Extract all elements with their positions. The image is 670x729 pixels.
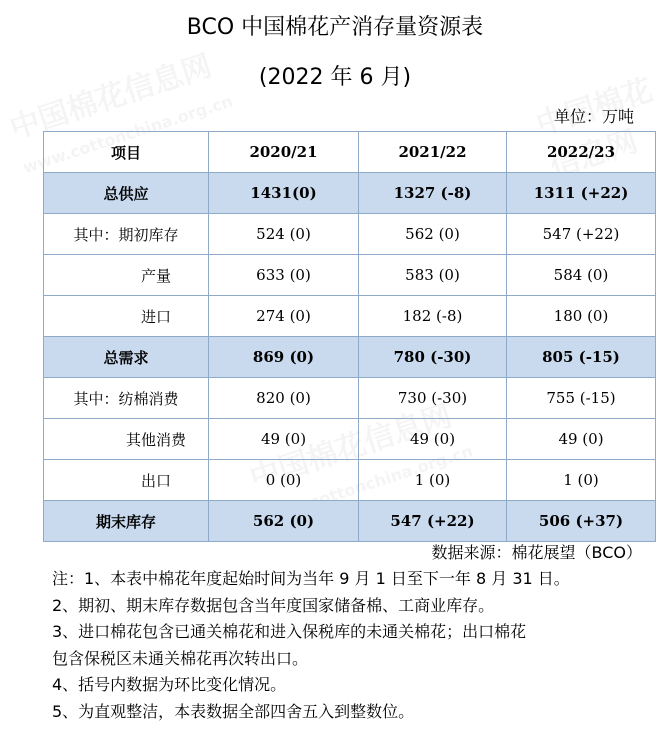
row-label: 其中：纺棉消费 [44, 378, 209, 419]
row-label: 产量 [44, 255, 209, 296]
row-label: 总供应 [44, 173, 209, 214]
table-row [44, 501, 656, 542]
table-cell: 1327 (-8) [359, 173, 507, 214]
row-label: 进口 [44, 296, 209, 337]
table-cell: 562 (0) [209, 501, 359, 542]
table-row [44, 419, 656, 460]
table-row [44, 378, 656, 419]
table-row [44, 255, 656, 296]
data-source: 数据来源：棉花展望（BCO） [431, 543, 642, 562]
table-cell: 547 (+22) [507, 214, 656, 255]
column-header: 项目 [44, 132, 209, 173]
table-cell: 49 (0) [507, 419, 656, 460]
column-header: 2020/21 [209, 132, 359, 173]
note-line: 2、期初、期末库存数据包含当年度国家储备棉、工商业库存。 [52, 595, 495, 615]
table-cell: 820 (0) [209, 378, 359, 419]
resource-table [43, 131, 656, 542]
table-cell: 506 (+37) [507, 501, 656, 542]
note-line: 3、进口棉花包含已通关棉花和进入保税库的未通关棉花；出口棉花 [52, 622, 527, 641]
row-label: 期末库存 [44, 501, 209, 542]
table-row [44, 460, 656, 501]
note-line: 注：1、本表中棉花年度起始时间为当年 9 月 1 日至下一年 8 月 31 日。 [52, 569, 570, 588]
table-cell: 755 (-15) [507, 378, 656, 419]
table-cell: 584 (0) [507, 255, 656, 296]
page-title: BCO 中国棉花产消存量资源表 [186, 15, 484, 40]
table-cell: 562 (0) [359, 214, 507, 255]
column-header: 2022/23 [507, 132, 656, 173]
table-cell: 1311 (+22) [507, 173, 656, 214]
table-cell: 524 (0) [209, 214, 359, 255]
note-line: 4、括号内数据为环比变化情况。 [52, 675, 287, 694]
table-cell: 274 (0) [209, 296, 359, 337]
table-row [44, 296, 656, 337]
table-cell: 0 (0) [209, 460, 359, 501]
table-cell: 1431(0) [209, 173, 359, 214]
table-cell: 547 (+22) [359, 501, 507, 542]
page-subtitle: (2022 年 6 月) [258, 65, 412, 90]
row-label: 其中：期初库存 [44, 214, 209, 255]
table-cell: 1 (0) [507, 460, 656, 501]
table-cell: 49 (0) [209, 419, 359, 460]
table-cell: 1 (0) [359, 460, 507, 501]
table-cell: 805 (-15) [507, 337, 656, 378]
unit-label: 单位：万吨 [553, 107, 634, 126]
table-header-row [44, 132, 656, 173]
table-row [44, 337, 656, 378]
note-line: 包含保税区未通关棉花再次转出口。 [52, 648, 309, 668]
table-row [44, 214, 656, 255]
row-label: 其他消费 [44, 419, 209, 460]
column-header: 2021/22 [359, 132, 507, 173]
table-cell: 633 (0) [209, 255, 359, 296]
row-label: 出口 [44, 460, 209, 501]
table-cell: 780 (-30) [359, 337, 507, 378]
note-line: 5、为直观整洁，本表数据全部四舍五入到整数位。 [52, 701, 415, 721]
table-cell: 182 (-8) [359, 296, 507, 337]
table-row [44, 173, 656, 214]
table-cell: 869 (0) [209, 337, 359, 378]
row-label: 总需求 [44, 337, 209, 378]
notes [52, 566, 662, 725]
table-cell: 180 (0) [507, 296, 656, 337]
table-cell: 730 (-30) [359, 378, 507, 419]
table-cell: 49 (0) [359, 419, 507, 460]
table-cell: 583 (0) [359, 255, 507, 296]
